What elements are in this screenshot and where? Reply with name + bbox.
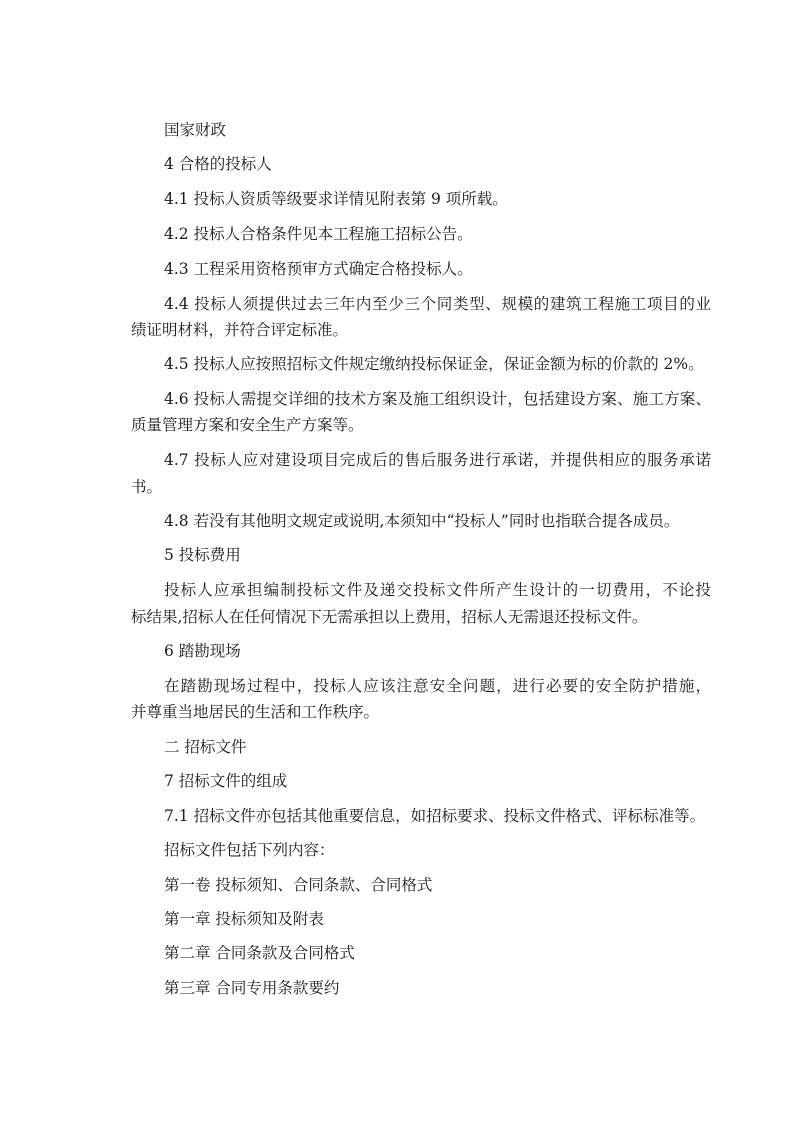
paragraph-line: 4.1 投标人资质等级要求详情见附表第 9 项所载。 [164, 190, 508, 208]
paragraph-line: 并尊重当地居民的生活和工作秩序。 [131, 703, 380, 721]
paragraph-line: 书。 [131, 478, 163, 496]
list-item: 第一卷 投标须知、合同条款、合同格式 [164, 876, 433, 894]
paragraph-line: 4.6 投标人需提交详细的技术方案及施工组织设计，包括建设方案、施工方案、 [164, 390, 711, 408]
paragraph-line: 4.8 若没有其他明文规定或说明,本须知中“投标人”同时也指联合提各成员。 [164, 512, 680, 530]
paragraph-line: 投标人应承担编制投标文件及递交投标文件所产生设计的一切费用，不论投 [164, 581, 711, 599]
paragraph-line: 4.5 投标人应按照招标文件规定缴纳投标保证金，保证金额为标的价款的 2%。 [164, 355, 704, 373]
chapter-heading: 二 招标文件 [164, 738, 247, 756]
paragraph-line: 4.3 工程采用资格预审方式确定合格投标人。 [164, 260, 473, 278]
paragraph-line: 质量管理方案和安全生产方案等。 [131, 416, 364, 434]
paragraph-line: 4.4 投标人须提供过去三年内至少三个同类型、规模的建筑工程施工项目的业 [164, 295, 711, 313]
paragraph-line: 在踏勘现场过程中，投标人应该注意安全问题，进行必要的安全防护措施， [164, 677, 711, 695]
paragraph-line: 国家财政 [164, 121, 227, 139]
list-item: 第二章 合同条款及合同格式 [164, 944, 355, 962]
paragraph-line: 绩证明材料，并符合评定标准。 [131, 321, 349, 339]
section-heading: 4 合格的投标人 [164, 155, 272, 173]
paragraph-line: 招标文件包括下列内容： [164, 841, 335, 859]
paragraph-line: 标结果,招标人在任何情况下无需承担以上费用，招标人无需退还投标文件。 [131, 608, 648, 626]
paragraph-line: 4.2 投标人合格条件见本工程施工招标公告。 [164, 225, 473, 243]
section-heading: 6 踏勘现场 [164, 642, 241, 660]
list-item: 第一章 投标须知及附表 [164, 910, 324, 928]
list-item: 第三章 合同专用条款要约 [164, 979, 340, 997]
section-heading: 7 招标文件的组成 [164, 772, 288, 790]
paragraph-line: 7.1 招标文件亦包括其他重要信息，如招标要求、投标文件格式、评标标准等。 [164, 807, 706, 825]
section-heading: 5 投标费用 [164, 546, 241, 564]
paragraph-line: 4.7 投标人应对建设项目完成后的售后服务进行承诺，并提供相应的服务承诺 [164, 451, 711, 469]
